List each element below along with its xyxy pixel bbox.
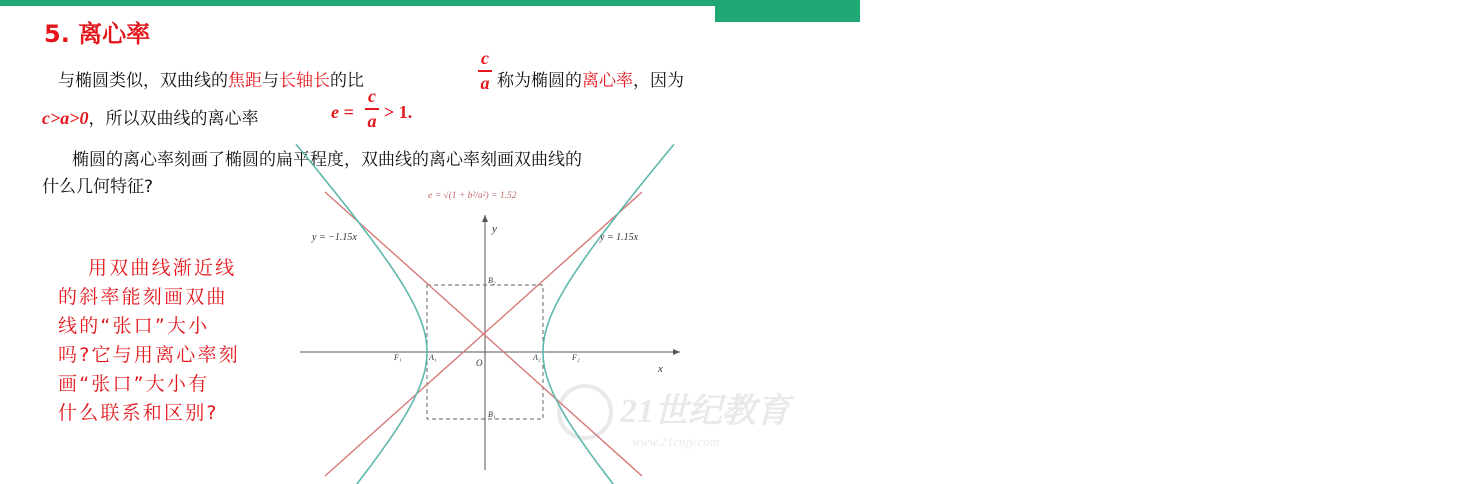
fraction-numerator: c	[481, 48, 489, 68]
fraction-numerator: c	[368, 86, 376, 106]
text-run: ，所以双曲线的离心率	[88, 109, 259, 129]
side-line: 线的“张口”大小	[58, 315, 210, 337]
side-line: 用双曲线渐近线	[88, 257, 237, 279]
slide-title: 5. 离心率	[44, 20, 151, 48]
side-line: 画“张口”大小有	[58, 373, 210, 395]
side-line: 什么联系和区别?	[58, 402, 219, 424]
point-b1-label: B₁	[488, 410, 496, 419]
term-focal-distance: 焦距	[228, 71, 262, 91]
asymptote-left-label: y = −1.15x	[312, 232, 357, 243]
watermark-url: www.21cnjy.com	[632, 434, 720, 449]
watermark-text: 21世纪教育	[620, 393, 790, 430]
point-b2-label: B₂	[488, 276, 496, 285]
watermark	[559, 386, 795, 449]
fraction-denominator: a	[480, 72, 490, 93]
eccentricity-lhs: e =	[331, 102, 354, 122]
term-major-axis: 长轴长	[279, 71, 330, 91]
eccentricity-rhs: > 1.	[384, 102, 413, 122]
brand-logo: 21世纪教育	[1450, 2, 1467, 83]
term-eccentricity: 离心率	[582, 71, 633, 91]
x-axis-label: x	[658, 363, 663, 375]
text-run: 的比	[330, 71, 364, 91]
para2-line1: 椭圆的离心率刻画了椭圆的扁平程度，双曲线的离心率刻画双曲线的	[72, 150, 582, 170]
side-line: 的斜率能刻画双曲	[58, 286, 228, 308]
text-run: 与椭圆类似，双曲线的	[58, 71, 228, 91]
point-a2-label: A₂	[533, 353, 541, 362]
y-axis-label: y	[492, 223, 497, 235]
origin-label: O	[476, 358, 483, 368]
text-run: ，因为	[633, 71, 684, 91]
y-axis-arrow-icon	[482, 215, 488, 222]
point-a1-label: A₁	[429, 353, 437, 362]
condition-inequality: c>a>0	[42, 108, 89, 128]
x-axis-arrow-icon	[673, 349, 680, 355]
fraction-denominator: a	[367, 110, 377, 131]
point-f1-label: F₁	[394, 353, 402, 362]
text-run: 与	[262, 71, 279, 91]
para2-line2: 什么几何特征?	[42, 177, 154, 197]
hyperbola-left-branch	[296, 144, 427, 484]
side-line: 吗?它与用离心率刻	[58, 344, 240, 366]
text-run: 称为椭圆的	[497, 71, 582, 91]
watermark-logo-icon	[559, 386, 611, 438]
asymptote-right-label: y = 1.15x	[600, 232, 639, 243]
eccentricity-formula: e = √(1 + b²/a²) = 1.52	[428, 191, 517, 201]
point-f2-label: F₂	[572, 353, 580, 362]
